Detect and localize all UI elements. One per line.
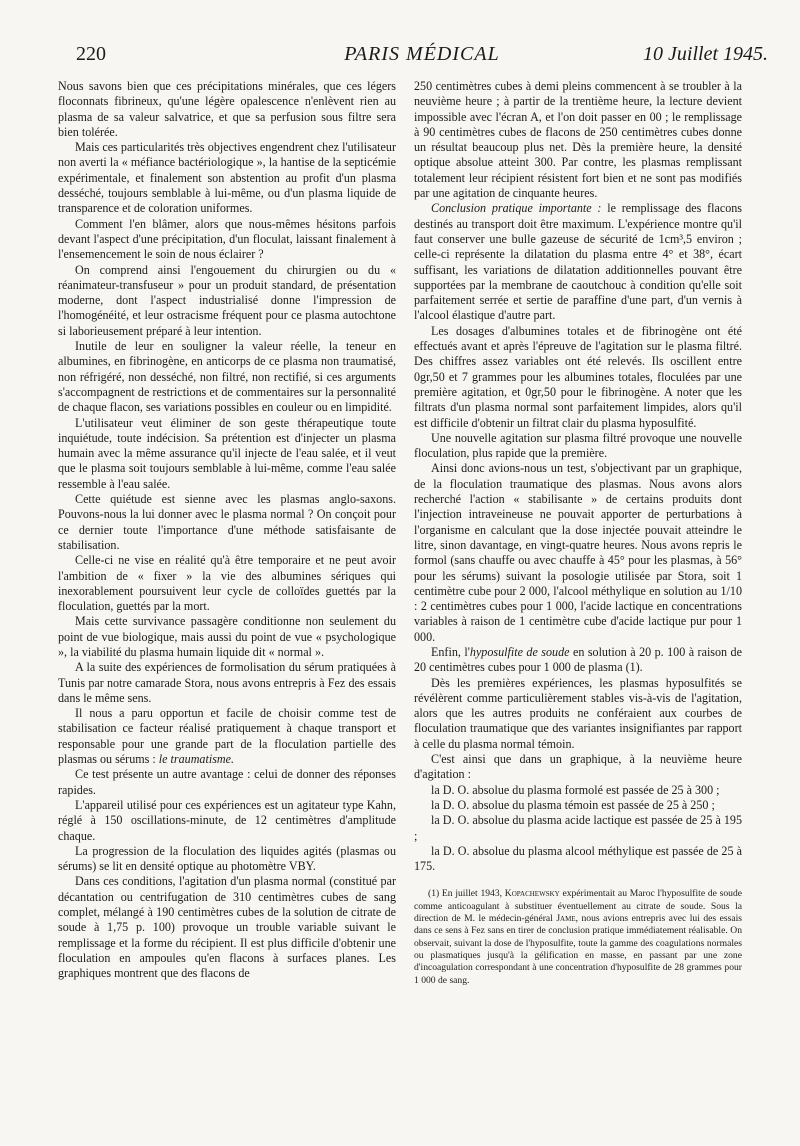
paragraph: Comment l'en blâmer, alors que nous-mêmes hésitons parfois devant l'aspect d'une précipitation, d'un floculat, laissant finalement à l'ensemencement le soin de nous éclairer ? [58, 216, 396, 262]
paragraph: Dès les premières expériences, les plasmas hyposulfités se révélèrent comme particulièrement stables vis-à-vis de l'agitation, alors que les autres produits ne conféraient aux courbes de floculation traumatique que des variantes insignifiantes par rapport à celle du plasma normal témoin. [414, 675, 742, 751]
paragraph: Celle-ci ne vise en réalité qu'à être temporaire et ne peut avoir l'ambition de « fixer » la vie des albumines sériques qui inexorablement poursuivent leur cycle de colloïdes guettés par la floculation, guettés par la mort. [58, 553, 396, 614]
emphasis-text: Conclusion pratique importante : [431, 201, 602, 216]
paragraph: Mais ces particularités très objectives engendrent chez l'utilisateur non averti la « méfiance bactériologique », la hantise de la septicémie expérimentale, et finalement son abstention au profit d'un plasma desséché, toujours semblable à lui-même, ou d'un plasma liquide de transparence et de coloration uniformes. [58, 140, 396, 216]
paragraph: A la suite des expériences de formolisation du sérum pratiquées à Tunis par notre camarade Stora, nous avons entrepris à Fez des essais dans le même sens. [58, 660, 396, 705]
paragraph: la D. O. absolue du plasma acide lactique est passée de 25 à 195 ; [414, 813, 742, 843]
left-column [58, 79, 396, 982]
footnote-author: Kopachewsky [504, 888, 560, 900]
paragraph: L'appareil utilisé pour ces expériences est un agitateur type Kahn, réglé à 150 oscillations-minute, de 12 centimètres d'amplitude chaque. [58, 797, 396, 843]
footnote-text: expérimentait au Maroc l'hyposulfite de soude comme anticoagulant à substituer éventuellement au citrate de soude. Sous la direction de M. le médecin-général [414, 888, 742, 925]
paragraph: Dans ces conditions, l'agitation d'un plasma normal (constitué par décantation ou centrifugation de 310 centimètres cubes de sang complet, mélangé à 190 centimètres cubes de la solution de citrate de soude à 1,75 p. 100) provoque un trouble variable suivant le remplissage et la forme du récipient. Il est plus difficile d'obtenir une floculation en ampoules qu'en flacons à surfaces planes. Les graphiques montrent que des flacons de [58, 874, 396, 981]
paragraph: 250 centimètres cubes à demi pleins commencent à se troubler à la neuvième heure ; à partir de la trentième heure, la lecture devient impossible avec l'écran A, et l'on doit passer en 00 ; le remplissage à 90 centimètres cubes de flacons de 250 centimètres cubes donne un résultat beaucoup plus net. Dès la première heure, la densité optique absolue atteint 300. Par contre, les plasmas remplissant totalement leur récipient résistent fort bien et ne sont pas modifiés par une agitation de cinquante heures. [414, 79, 742, 201]
paragraph: Les dosages d'albumines totales et de fibrinogène ont été effectués avant et après l'épreuve de l'agitation sur le plasma filtré. Des chiffres assez variables ont été relevés. Ils oscillent entre 0gr,50 et 7 grammes pour les albumines totales, floculées par une première agitation, et 0gr,50 pour le fibrinogène. A noter que les filtrats d'un plasma normal sont parfaitement limpides, alors qu'il est difficile d'obtenir un filtrat clair du plasma hyposulfité. [414, 323, 742, 430]
footnote [414, 888, 742, 986]
paragraph: Nous savons bien que ces précipitations minérales, que ces légers floconnats fibrineux, qu'une légère opalescence n'enlèvent rien au plasma de sa valeur salvatrice, et que sa perfusion sous filtre sera bien tolérée. [58, 79, 396, 139]
paragraph-text: Il nous a paru opportun et facile de choisir comme test de stabilisation ce facteur réalisé pratiquement à chaque transport et responsable pour une grande part de la floculation partielle des plasmas ou sérums : [58, 706, 396, 767]
footnote-text: , nous avions entrepris avec lui des essais dans ce sens à Fez sans en tirer de conclusion pratique immédiatement réalisable. On observait, suivant la dose de l'hyposulfite, toute la gamme des coagulations normales ou plasmatiques jusqu'à la gélification en masse, en passant par une zone d'incoagulation correspondant à une concentration d'hyposulfite de 28 grammes pour 1 000 de sang. [414, 913, 742, 986]
footnote-author: Jame [556, 913, 576, 925]
emphasis-text: le traumatisme. [158, 752, 235, 767]
paragraph: la D. O. absolue du plasma témoin est passée de 25 à 250 ; [431, 797, 715, 812]
paragraph-text: le remplissage des flacons destinés au transport doit être maximum. L'expérience montre qu'il faut conserver une bulle gazeuse de sécurité de 1cm³,5 environ ; celle-ci représente la dilatation du plasma entre 4° et 38°, écart suffisant, les variations de dilatation additionnelles pouvant être supportées par la membrane de caoutchouc à condition qu'elle soit parfaitement serrée et sertie de paraffine d'une part, d'un vernis à l'alcool élastique d'autre part. [414, 201, 743, 323]
paragraph [414, 645, 742, 676]
journal-title: PARIS MÉDICAL [344, 43, 500, 65]
paragraph [414, 201, 742, 323]
paragraph: Ainsi donc avions-nous un test, s'objectivant par un graphique, de la floculation traumatique des plasmas. Nous avons alors recherché l'action « stabilisante » de certains produits dont l'injection intraveineuse ne pouvait apporter de perturbations à l'organisme en calculant que la dose injectée pouvait atteindre le litre, sinon davantage, en vingt-quatre heures. Nous avons repris le formol (sans chauffe ou avec chauffe à 45° pour les plasmas, à 56° pour les sérums) suivant la posologie utilisée par Stora, soit 1 centimètre cube pour 2 000, l'alcool méthylique en solution au 1/10 : 2 centimètres cubes pour 1 000, l'acide lactique en concentrations variables à raison de 1 centimètre cube d'acide lactique pur pour 1 000. [414, 461, 742, 644]
paragraph: L'utilisateur veut éliminer de son geste thérapeutique toute inquiétude, toute indécision. Sa prétention est d'injecter un plasma humain avec la même assurance qu'il injecte de l'eau salée, et il veut que le plasma soit toujours semblable à lui-même, comme l'eau salée ressemble à l'eau salée. [58, 415, 396, 491]
page-header [76, 43, 768, 73]
paragraph: Une nouvelle agitation sur plasma filtré provoque une nouvelle floculation, plus rapide que la première. [414, 430, 742, 461]
paragraph: On comprend ainsi l'engouement du chirurgien ou du « réanimateur-transfuseur » pour un produit standard, de présentation moderne, dont l'aspect industrialisé donne l'impression de l'homogénéité, et leur ostracisme fréquent pour ce plasma autochtone si laborieusement préparé à leur intention. [58, 262, 396, 338]
paragraph: La progression de la floculation des liquides agités (plasmas ou sérums) se lit en densité optique au photomètre VBY. [58, 843, 396, 874]
paragraph [58, 706, 396, 767]
paragraph-text: en solution à 20 p. 100 à raison de 20 centimètres cubes pour 1 000 de plasma (1). [414, 644, 742, 675]
issue-date: 10 Juillet 1945. [643, 43, 768, 65]
paragraph: Mais cette survivance passagère conditionne non seulement du point de vue biologique, mais aussi du point de vue « psychologique », la viabilité du plasma humain liquide dit « normal ». [58, 614, 396, 659]
paragraph: la D. O. absolue du plasma alcool méthylique est passée de 25 à 175. [414, 843, 742, 874]
paragraph: Inutile de leur en souligner la valeur réelle, la teneur en albumines, en fibrinogène, en anticorps de ce plasma non traumatisé, non réfrigéré, non desséché, non filtré, non rectifié, si ces arguments s'accompagnent de restrictions et de commentaires sur la personnalité de chaque flacon, ses variations possibles en couleur ou en limpidité. [58, 339, 396, 415]
paragraph: C'est ainsi que dans un graphique, à la neuvième heure d'agitation : [414, 752, 742, 782]
emphasis-text: hyposulfite de soude [469, 644, 570, 659]
page-number: 220 [76, 43, 106, 65]
right-column [414, 79, 742, 987]
footnote-text: (1) En juillet 1943, [428, 888, 505, 900]
paragraph: Cette quiétude est sienne avec les plasmas anglo-saxons. Pouvons-nous la lui donner avec le plasma normal ? On conçoit pour ce dernier toute l'importance d'une méthode satisfaisante de stabilisation. [58, 492, 396, 552]
paragraph-text: Enfin, l' [431, 644, 470, 659]
paragraph: Ce test présente un autre avantage : celui de donner des réponses rapides. [58, 767, 396, 797]
paragraph: la D. O. absolue du plasma formolé est passée de 25 à 300 ; [431, 782, 720, 797]
